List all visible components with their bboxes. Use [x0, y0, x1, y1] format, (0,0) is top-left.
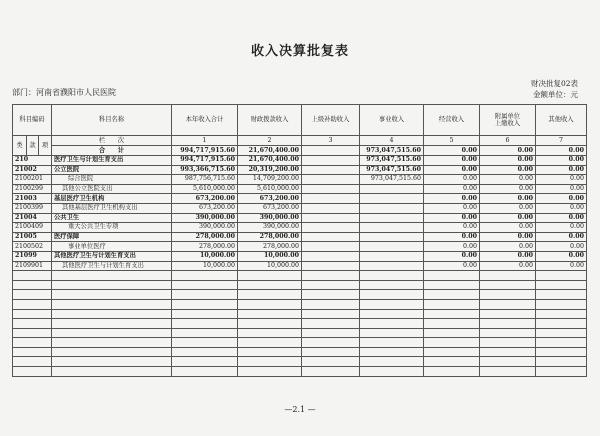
- empty-row: [13, 299, 587, 309]
- header-row: [13, 105, 587, 136]
- amount-cell: 0.00: [480, 251, 536, 261]
- empty-row: [13, 357, 587, 367]
- amount-unit-label: 金额单位：元: [533, 90, 578, 99]
- amount-cell: [302, 213, 360, 223]
- amount-cell: 0.00: [536, 251, 587, 261]
- amount-cell: 0.00: [480, 184, 536, 194]
- amount-cell: [302, 203, 360, 213]
- subject-code: 2100299: [13, 184, 52, 194]
- subject-code: 2100409: [13, 223, 52, 233]
- table-row: [13, 261, 587, 271]
- header-col-2: 财政拨款收入: [238, 105, 302, 136]
- total-value: 994,717,915.60: [172, 146, 238, 156]
- amount-cell: 390,000.00: [238, 223, 302, 233]
- amount-cell: 0.00: [424, 184, 480, 194]
- amount-cell: 10,000.00: [238, 251, 302, 261]
- amount-cell: [360, 194, 424, 204]
- amount-cell: 390,000.00: [238, 213, 302, 223]
- amount-cell: 0.00: [536, 156, 587, 166]
- amount-cell: 0.00: [424, 261, 480, 271]
- subject-code: 2100399: [13, 203, 52, 213]
- amount-cell: 390,000.00: [172, 213, 238, 223]
- subject-name: 医疗保障: [52, 232, 172, 242]
- amount-cell: 0.00: [424, 242, 480, 252]
- table-row: [13, 242, 587, 252]
- page-title: 收入决算批复表: [250, 44, 349, 59]
- amount-cell: [302, 156, 360, 166]
- total-value: 21,670,400.00: [238, 146, 302, 156]
- page-number: —2.1 —: [284, 405, 316, 414]
- subject-name: 基层医疗卫生机构: [52, 194, 172, 204]
- amount-cell: 673,200.00: [238, 203, 302, 213]
- amount-cell: 0.00: [536, 175, 587, 185]
- header-col-6: 附属单位 上缴收入: [480, 105, 536, 136]
- col-number-2: 2: [238, 136, 302, 146]
- header-col-7: 其他收入: [536, 105, 587, 136]
- amount-cell: 0.00: [480, 242, 536, 252]
- amount-cell: 0.00: [536, 232, 587, 242]
- amount-cell: [302, 165, 360, 175]
- amount-cell: 0.00: [536, 184, 587, 194]
- amount-cell: 10,000.00: [238, 261, 302, 271]
- subject-name: 公共卫生: [52, 213, 172, 223]
- subject-code: 210: [13, 156, 52, 166]
- header-xiang: 项: [39, 136, 52, 156]
- amount-cell: [360, 251, 424, 261]
- subject-name: 重大公共卫生专项: [52, 223, 172, 233]
- total-value: 0.00: [424, 146, 480, 156]
- amount-cell: 0.00: [480, 232, 536, 242]
- empty-row: [13, 367, 587, 377]
- subject-code: 21099: [13, 251, 52, 261]
- empty-row: [13, 280, 587, 290]
- amount-cell: 673,200.00: [172, 194, 238, 204]
- amount-cell: [360, 203, 424, 213]
- amount-cell: [302, 242, 360, 252]
- form-code: 财决批复02表: [530, 79, 578, 88]
- table-row: [13, 156, 587, 166]
- amount-cell: 5,610,000.00: [238, 184, 302, 194]
- subject-code: 21002: [13, 165, 52, 175]
- subject-code: 2100201: [13, 175, 52, 185]
- amount-cell: [302, 261, 360, 271]
- amount-cell: 0.00: [424, 213, 480, 223]
- amount-cell: 0.00: [536, 194, 587, 204]
- subject-name: 医疗卫生与计划生育支出: [52, 156, 172, 166]
- amount-cell: 278,000.00: [238, 242, 302, 252]
- amount-cell: 0.00: [480, 194, 536, 204]
- amount-cell: [360, 232, 424, 242]
- amount-cell: 0.00: [480, 223, 536, 233]
- amount-cell: 0.00: [480, 175, 536, 185]
- table-row: [13, 232, 587, 242]
- amount-cell: [360, 261, 424, 271]
- amount-cell: 0.00: [480, 213, 536, 223]
- header-col-3: 上级补助收入: [302, 105, 360, 136]
- amount-cell: 20,319,200.00: [238, 165, 302, 175]
- amount-cell: [302, 175, 360, 185]
- amount-cell: 0.00: [424, 165, 480, 175]
- amount-cell: [360, 184, 424, 194]
- amount-cell: 0.00: [424, 223, 480, 233]
- table-row: [13, 184, 587, 194]
- amount-cell: 0.00: [480, 261, 536, 271]
- subject-code: 21005: [13, 232, 52, 242]
- amount-cell: 673,200.00: [238, 194, 302, 204]
- empty-row: [13, 309, 587, 319]
- table-row: [13, 251, 587, 261]
- subject-name: 公立医院: [52, 165, 172, 175]
- subject-name: 其他公立医院支出: [52, 184, 172, 194]
- empty-row: [13, 319, 587, 329]
- header-lei: 类: [13, 136, 27, 156]
- empty-row: [13, 271, 587, 281]
- amount-cell: 0.00: [424, 194, 480, 204]
- amount-cell: 278,000.00: [172, 232, 238, 242]
- amount-cell: 10,000.00: [172, 261, 238, 271]
- income-table: [12, 104, 587, 377]
- subject-name: 其他医疗卫生与计划生育支出: [52, 251, 172, 261]
- subject-name: 其他医疗卫生与计划生育支出: [52, 261, 172, 271]
- amount-cell: 0.00: [536, 261, 587, 271]
- header-col-5: 经营收入: [424, 105, 480, 136]
- amount-cell: 0.00: [424, 175, 480, 185]
- amount-cell: 278,000.00: [172, 242, 238, 252]
- header-col-4: 事业收入: [360, 105, 424, 136]
- table-row: [13, 194, 587, 204]
- col-number-3: 3: [302, 136, 360, 146]
- total-value: [302, 146, 360, 156]
- header-code-group: 科目编码: [13, 105, 52, 136]
- subject-code: 21003: [13, 194, 52, 204]
- table-row: [13, 165, 587, 175]
- amount-cell: [360, 213, 424, 223]
- amount-cell: 987,756,715.60: [172, 175, 238, 185]
- amount-cell: 278,000.00: [238, 232, 302, 242]
- amount-cell: [302, 194, 360, 204]
- total-value: 0.00: [536, 146, 587, 156]
- amount-cell: 0.00: [536, 223, 587, 233]
- amount-cell: [302, 223, 360, 233]
- col-number-7: 7: [536, 136, 587, 146]
- amount-cell: [302, 184, 360, 194]
- header-name: 科目名称: [52, 105, 172, 136]
- amount-cell: 5,610,000.00: [172, 184, 238, 194]
- amount-cell: 0.00: [424, 156, 480, 166]
- lanci-label: 栏 次: [52, 136, 172, 146]
- amount-cell: 0.00: [480, 156, 536, 166]
- col-number-4: 4: [360, 136, 424, 146]
- total-row: [13, 146, 587, 156]
- table-row: [13, 203, 587, 213]
- col-number-1: 1: [172, 136, 238, 146]
- department-label: 部门：河南省濮阳市人民医院: [12, 88, 116, 97]
- amount-cell: [360, 242, 424, 252]
- amount-cell: 993,366,715.60: [172, 165, 238, 175]
- header-kuan: 款: [27, 136, 39, 156]
- column-number-row: [13, 136, 587, 146]
- empty-row: [13, 347, 587, 357]
- amount-cell: 0.00: [480, 203, 536, 213]
- table-row: [13, 175, 587, 185]
- amount-cell: [360, 223, 424, 233]
- amount-cell: 973,047,515.60: [360, 165, 424, 175]
- amount-cell: 14,709,200.00: [238, 175, 302, 185]
- total-value: 973,047,515.60: [360, 146, 424, 156]
- empty-row: [13, 328, 587, 338]
- amount-cell: 0.00: [480, 165, 536, 175]
- table-row: [13, 223, 587, 233]
- amount-cell: 0.00: [424, 232, 480, 242]
- table-row: [13, 213, 587, 223]
- subject-name: 事业单位医疗: [52, 242, 172, 252]
- amount-cell: 673,200.00: [172, 203, 238, 213]
- header-col-1: 本年收入合计: [172, 105, 238, 136]
- amount-cell: 21,670,400.00: [238, 156, 302, 166]
- col-number-5: 5: [424, 136, 480, 146]
- amount-cell: 973,047,515.60: [360, 156, 424, 166]
- total-value: 0.00: [480, 146, 536, 156]
- amount-cell: 0.00: [536, 242, 587, 252]
- subject-code: 2100502: [13, 242, 52, 252]
- subject-code: 2109901: [13, 261, 52, 271]
- amount-cell: 0.00: [424, 251, 480, 261]
- total-label: 合 计: [52, 146, 172, 156]
- amount-cell: 973,047,515.60: [360, 175, 424, 185]
- col-number-6: 6: [480, 136, 536, 146]
- amount-cell: 0.00: [536, 203, 587, 213]
- subject-code: 21004: [13, 213, 52, 223]
- amount-cell: 0.00: [536, 165, 587, 175]
- empty-row: [13, 290, 587, 300]
- amount-cell: 0.00: [536, 213, 587, 223]
- amount-cell: 0.00: [424, 203, 480, 213]
- amount-cell: 994,717,915.60: [172, 156, 238, 166]
- empty-row: [13, 338, 587, 348]
- subject-name: 其他基层医疗卫生机构支出: [52, 203, 172, 213]
- amount-cell: [302, 232, 360, 242]
- amount-cell: [302, 251, 360, 261]
- amount-cell: 390,000.00: [172, 223, 238, 233]
- amount-cell: 10,000.00: [172, 251, 238, 261]
- subject-name: 综合医院: [52, 175, 172, 185]
